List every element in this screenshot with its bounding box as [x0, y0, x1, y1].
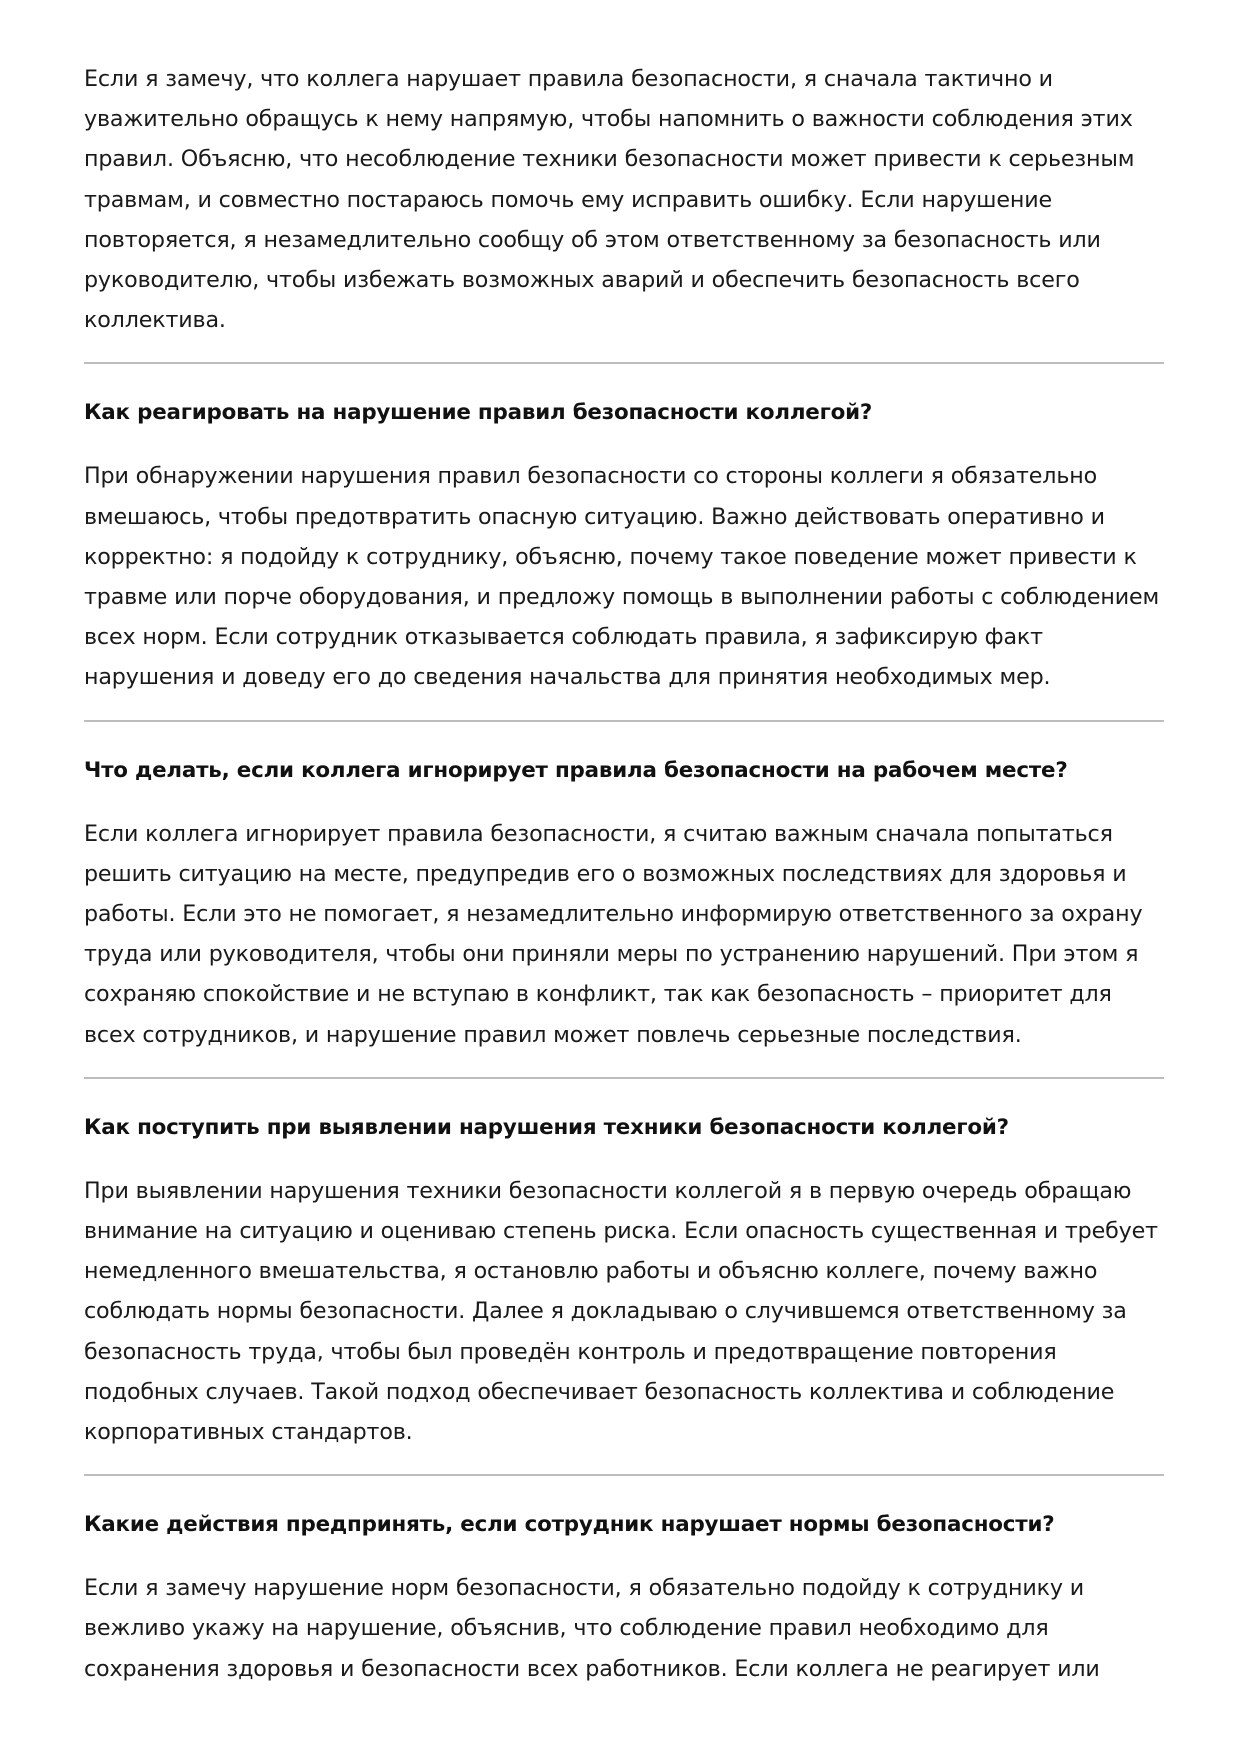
document-page	[84, 59, 1164, 1689]
section-divider	[84, 362, 1164, 364]
section-2-question: Что делать, если коллега игнорирует правила безопасности на рабочем месте?	[84, 757, 1068, 783]
section-4-answer: Если я замечу нарушение норм безопасности, я обязательно подойду к сотруднику и вежливо укажу на нарушение, объяснив, что соблюдение правил необходимо для сохранения здоровья и безопасности всех работников. Если коллега не реагирует или	[84, 1575, 1100, 1682]
section-3-question: Как поступить при выявлении нарушения техники безопасности коллегой?	[84, 1114, 1009, 1140]
intro-paragraph: Если я замечу, что коллега нарушает правила безопасности, я сначала тактично и уважительно обращусь к нему напрямую, чтобы напомнить о важности соблюдения этих правил. Объясню, что несоблюдение техники безопасности может привести к серьезным травмам, и совместно постараюсь помочь ему исправить ошибку. Если нарушение повторяется, я незамедлительно сообщу об этом ответственному за безопасность или руководителю, чтобы избежать возможных аварий и обеспечить безопасность всего коллектива.	[84, 66, 1135, 334]
section-2-answer: Если коллега игнорирует правила безопасности, я считаю важным сначала попытаться решить ситуацию на месте, предупредив его о возможных последствиях для здоровья и работы. Если это не помогает, я незамедлительно информирую ответственного за охрану труда или руководителя, чтобы они приняли меры по устранению нарушений. При этом я сохраняю спокойствие и не вступаю в конфликт, так как безопасность – приоритет для всех сотрудников, и нарушение правил может повлечь серьезные последствия.	[84, 820, 1143, 1048]
section-1-question: Как реагировать на нарушение правил безопасности коллегой?	[84, 400, 873, 426]
section-divider	[84, 720, 1164, 722]
section-3-answer: При выявлении нарушения техники безопасности коллегой я в первую очередь обращаю внимание на ситуацию и оцениваю степень риска. Если опасность существенная и требует немедленного вмешательства, я остановлю работы и объясню коллеге, почему важно соблюдать нормы безопасности. Далее я докладываю о случившемся ответственному за безопасность труда, чтобы был проведён контроль и предотвращение повторения подобных случаев. Такой подход обеспечивает безопасность коллектива и соблюдение корпоративных стандартов.	[84, 1177, 1158, 1446]
section-1-answer: При обнаружении нарушения правил безопасности со стороны коллеги я обязательно вмешаюсь, чтобы предотвратить опасную ситуацию. Важно действовать оперативно и корректно: я подойду к сотруднику, объясню, почему такое поведение может привести к травме или порче оборудования, и предложу помощь в выполнении работы с соблюдением всех норм. Если сотрудник отказывается соблюдать правила, я зафиксирую факт нарушения и доведу его до сведения начальства для принятия необходимых мер.	[84, 463, 1160, 691]
section-divider	[84, 1474, 1164, 1476]
section-divider	[84, 1077, 1164, 1079]
section-4-question: Какие действия предпринять, если сотрудник нарушает нормы безопасности?	[84, 1512, 1055, 1538]
